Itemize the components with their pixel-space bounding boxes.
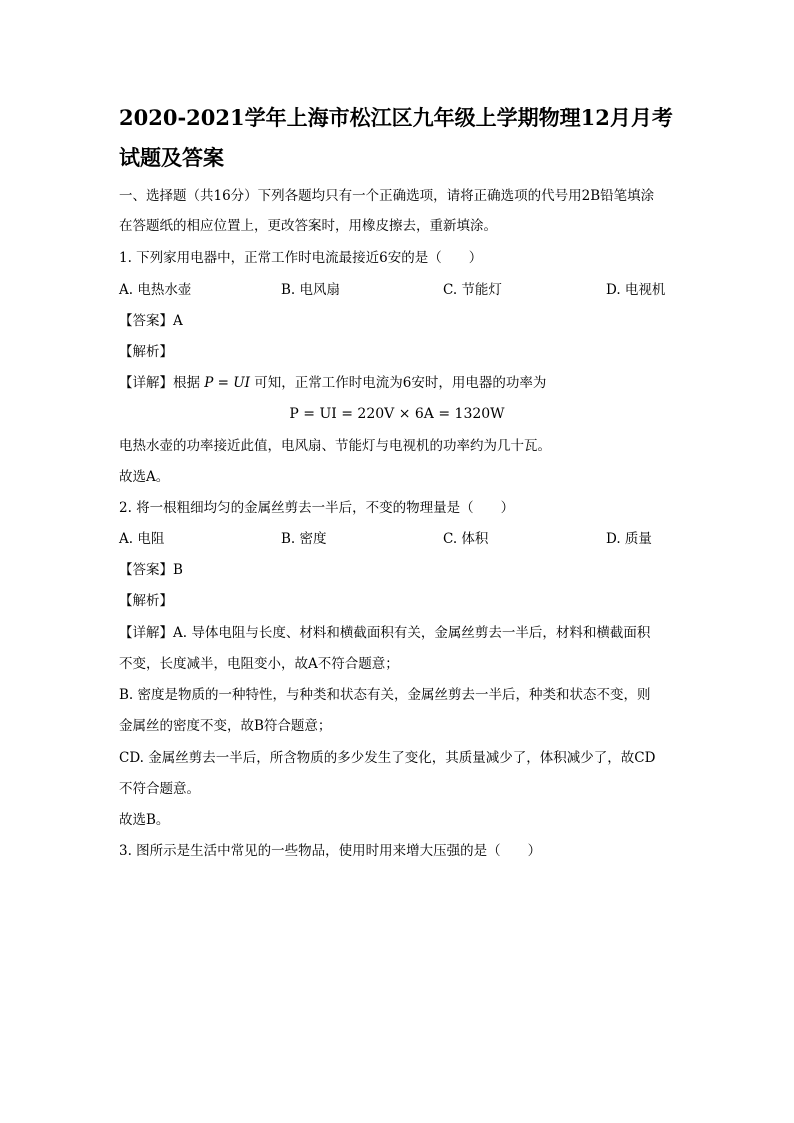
q2-detail-line-5: CD. 金属丝剪去一半后，所含物质的多少发生了变化，其质量减少了，体积减少了，故CD: [119, 750, 656, 766]
q2-detail-line-6: 不符合题意。: [119, 781, 200, 797]
q2-conclusion: 故选B。: [119, 812, 170, 828]
q2-analysis-label: 【解析】: [119, 593, 173, 609]
q1-conclusion: 故选A。: [119, 469, 170, 485]
q1-explanation: 电热水壶的功率接近此值，电风扇、节能灯与电视机的功率约为几十瓦。: [119, 438, 551, 454]
q2-option-d: D. 质量: [606, 531, 652, 547]
q2-answer: 【答案】B: [119, 562, 183, 578]
q2-detail-line-4: 金属丝的密度不变，故B符合题意；: [119, 718, 332, 734]
q2-option-a: A. 电阻: [119, 531, 165, 547]
q2-option-b: B. 密度: [281, 531, 327, 547]
doc-title-line-1: 2020-2021学年上海市松江区九年级上学期物理12月月考: [119, 105, 673, 130]
q1-stem: 1. 下列家用电器中，正常工作时电流最接近6安的是（ ）: [119, 250, 483, 266]
q1-detail-suffix: 可知，正常工作时电流为6安时，用电器的功率为: [254, 375, 547, 391]
q1-option-a: A. 电热水壶: [119, 282, 192, 298]
section-instructions-line-2: 在答题纸的相应位置上，更改答案时，用橡皮擦去，重新填涂。: [119, 218, 497, 234]
q2-stem: 2. 将一根粗细均匀的金属丝剪去一半后，不变的物理量是（ ）: [119, 500, 515, 516]
q1-formula: P = UI = 220V × 6A = 1320W: [289, 406, 505, 422]
q1-option-d: D. 电视机: [606, 282, 666, 298]
q1-detail-formula: P = UI: [204, 375, 250, 391]
q2-option-c: C. 体积: [443, 531, 489, 547]
q1-detail: [119, 373, 546, 393]
doc-title-line-2: 试题及答案: [119, 145, 224, 170]
q1-option-b: B. 电风扇: [281, 282, 341, 298]
q1-detail-prefix: 【详解】根据: [119, 375, 200, 391]
q3-stem: 3. 图所示是生活中常见的一些物品，使用时用来增大压强的是（ ）: [119, 843, 542, 859]
q2-detail-line-1: 【详解】A. 导体电阻与长度、材料和横截面积有关，金属丝剪去一半后，材料和横截面积: [119, 625, 651, 641]
q2-detail-line-3: B. 密度是物质的一种特性，与种类和状态有关，金属丝剪去一半后，种类和状态不变，则: [119, 687, 651, 703]
q1-answer: 【答案】A: [119, 313, 183, 329]
q1-analysis-label: 【解析】: [119, 344, 173, 360]
q1-option-c: C. 节能灯: [443, 282, 502, 298]
q2-detail-line-2: 不变，长度减半，电阻变小，故A不符合题意；: [119, 656, 399, 672]
section-instructions-line-1: 一、选择题（共16分）下列各题均只有一个正确选项，请将正确选项的代号用2B铅笔填涂: [119, 188, 655, 204]
